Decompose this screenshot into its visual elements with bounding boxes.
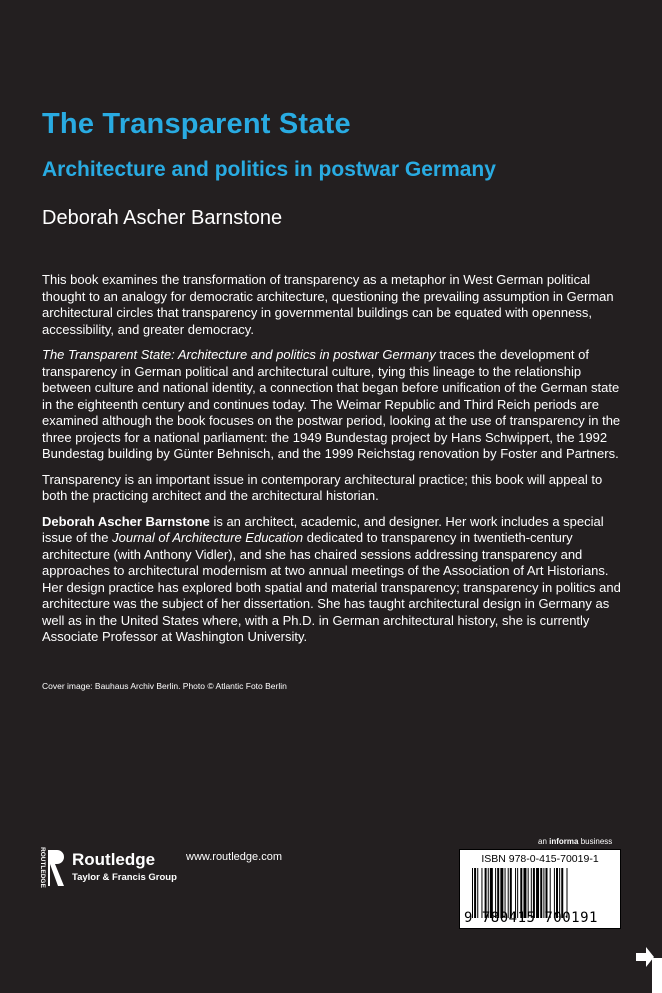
isbn-text: ISBN 978-0-415-70019-1 — [481, 853, 599, 865]
routledge-vertical-text: ROUTLEDGE — [39, 847, 46, 888]
author-bio-text-b: dedicated to transparency in twentieth-century architecture (with Anthony Vidler), and she has chaired sessions addressing transparency and approaches to architectural modernism at two annual meetings of the Association of Art Historians. Her design practice has explored both spatial and material transparency; transparency in politics and architecture was the subject of her dissertation. She has taught architectural design in Germany as well as in the United States where, with a Ph.D. in German architectural history, she is currently Associate Professor at Washington University. — [42, 530, 621, 644]
informa-business-label — [538, 837, 612, 846]
publisher-tagline: Taylor & Francis Group — [72, 872, 177, 883]
author-bio-name: Deborah Ascher Barnstone — [42, 513, 210, 529]
routledge-r-icon — [40, 846, 66, 890]
informa-word: informa — [549, 837, 579, 846]
blurb-paragraph-3: Transparency is an important issue in contemporary architectural practice; this book will appeal to both the practicing architect and the architectural historian. — [42, 471, 603, 503]
routledge-logo — [40, 846, 180, 890]
isbn-barcode — [459, 849, 621, 929]
publisher-url[interactable]: www.routledge.com — [186, 851, 282, 863]
cover-image-credit: Cover image: Bauhaus Archiv Berlin. Photo © Atlantic Foto Berlin — [42, 681, 287, 691]
book-subtitle: Architecture and politics in postwar Germany — [42, 158, 496, 181]
author-name: Deborah Ascher Barnstone — [42, 207, 283, 229]
author-bio-text-a: is an architect, academic, and designer. Her work includes a special issue of the — [42, 513, 604, 545]
publisher-name: Routledge — [72, 850, 156, 869]
book-title: The Transparent State — [42, 108, 351, 140]
book-title-italic: The Transparent State: Architecture and politics in postwar Germany — [42, 347, 436, 362]
author-bio — [42, 514, 624, 646]
spine-edge-band — [652, 958, 662, 993]
back-cover-blurb — [42, 272, 624, 655]
barcode-digits: 9 780415 700191 — [464, 910, 598, 926]
blurb-paragraph-2 — [42, 347, 624, 463]
blurb-paragraph-1: This book examines the transformation of transparency as a metaphor in West German political thought to an analogy for democratic architecture, questioning the prevailing assumption in German architectural circles that transparency in governmental buildings can be equated with openness, accessibility, and greater democracy. — [42, 272, 614, 337]
informa-suffix: business — [578, 837, 613, 846]
informa-prefix: an — [538, 837, 550, 846]
journal-title: Journal of Architecture Education — [112, 530, 304, 545]
publisher-arrow-mark — [632, 935, 654, 993]
blurb-paragraph-2-text: traces the development of transparency in German political and architectural culture, tying this lineage to the relationship between culture and national identity, a connection that began before unification of the German state in the eighteenth century and continues today. The Weimar Republic and Third Reich periods are examined although the book focuses on the postwar period, looking at the use of transparency in the three projects for a national parliament: the 1949 Bundestag project by Hans Schwippert, the 1992 Bundestag building by Günter Behnisch, and the 1999 Reichstag renovation by Foster and Partners. — [42, 347, 621, 461]
